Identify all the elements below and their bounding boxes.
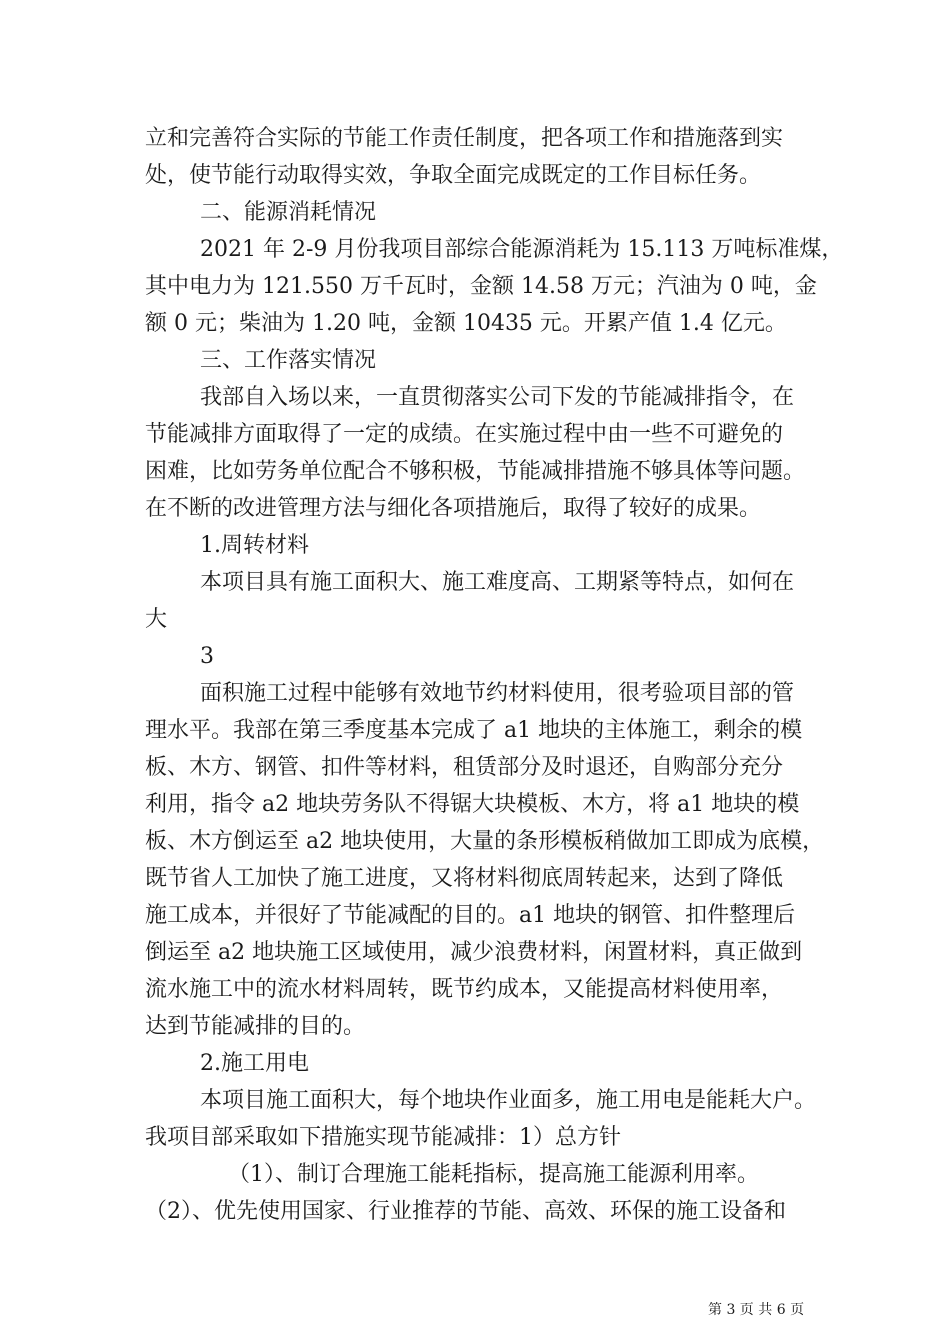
body-text-line: 在不断的改进管理方法与细化各项措施后，取得了较好的成果。 bbox=[145, 496, 762, 521]
body-text-line: 我部自入场以来，一直贯彻落实公司下发的节能减排指令，在 bbox=[200, 385, 795, 410]
body-text-line: 既节省人工加快了施工进度，又将材料彻底周转起来，达到了降低 bbox=[145, 866, 784, 891]
body-text-line: （2）、优先使用国家、行业推荐的节能、高效、环保的施工设备和 bbox=[145, 1199, 786, 1224]
body-text-line: 利用，指令 a2 地块劳务队不得锯大块模板、木方，将 a1 地块的模 bbox=[145, 792, 800, 817]
body-text-line: 2021 年 2-9 月份我项目部综合能源消耗为 15.113 万吨标准煤， bbox=[200, 237, 844, 262]
body-text-line: 面积施工过程中能够有效地节约材料使用，很考验项目部的管 bbox=[200, 681, 795, 706]
body-text-line: （1）、制订合理施工能耗指标，提高施工能源利用率。 bbox=[228, 1162, 759, 1187]
body-text-line: 立和完善符合实际的节能工作责任制度，把各项工作和措施落到实 bbox=[145, 126, 784, 151]
body-text-line: 其中电力为 121.550 万千瓦时，金额 14.58 万元；汽油为 0 吨，金 bbox=[145, 274, 817, 299]
inline-page-number: 3 bbox=[200, 644, 214, 669]
body-text-line: 板、木方、钢管、扣件等材料，租赁部分及时退还，自购部分充分 bbox=[145, 755, 784, 780]
body-text-line: 困难，比如劳务单位配合不够积极，节能减排措施不够具体等问题。 bbox=[145, 459, 806, 484]
section-heading: 三、工作落实情况 bbox=[200, 348, 377, 373]
body-text-line: 额 0 元；柴油为 1.20 吨，金额 10435 元。开累产值 1.4 亿元。 bbox=[145, 311, 787, 336]
section-heading: 二、能源消耗情况 bbox=[200, 200, 377, 225]
body-text-line: 我项目部采取如下措施实现节能减排：1）总方针 bbox=[145, 1125, 621, 1150]
body-text-line: 大 bbox=[145, 607, 168, 632]
page-footer-number: 第 3 页 共 6 页 bbox=[708, 1302, 805, 1318]
body-text-line: 板、木方倒运至 a2 地块使用，大量的条形模板稍做加工即成为底模， bbox=[145, 829, 825, 854]
body-text-line: 达到节能减排的目的。 bbox=[145, 1014, 366, 1039]
body-text-line: 流水施工中的流水材料周转，既节约成本，又能提高材料使用率， bbox=[145, 977, 784, 1002]
body-text-line: 本项目施工面积大，每个地块作业面多，施工用电是能耗大户。 bbox=[200, 1088, 817, 1113]
body-text-line: 理水平。我部在第三季度基本完成了 a1 地块的主体施工，剩余的模 bbox=[145, 718, 803, 743]
body-text-line: 倒运至 a2 地块施工区域使用，减少浪费材料，闲置材料，真正做到 bbox=[145, 940, 803, 965]
body-text-line: 节能减排方面取得了一定的成绩。在实施过程中由一些不可避免的 bbox=[145, 422, 784, 447]
body-text-line: 施工成本，并很好了节能减配的目的。a1 地块的钢管、扣件整理后 bbox=[145, 903, 796, 928]
subsection-heading: 1.周转材料 bbox=[200, 533, 309, 558]
body-text-line: 处，使节能行动取得实效，争取全面完成既定的工作目标任务。 bbox=[145, 163, 762, 188]
subsection-heading: 2.施工用电 bbox=[200, 1051, 309, 1076]
body-text-line: 本项目具有施工面积大、施工难度高、工期紧等特点，如何在 bbox=[200, 570, 795, 595]
